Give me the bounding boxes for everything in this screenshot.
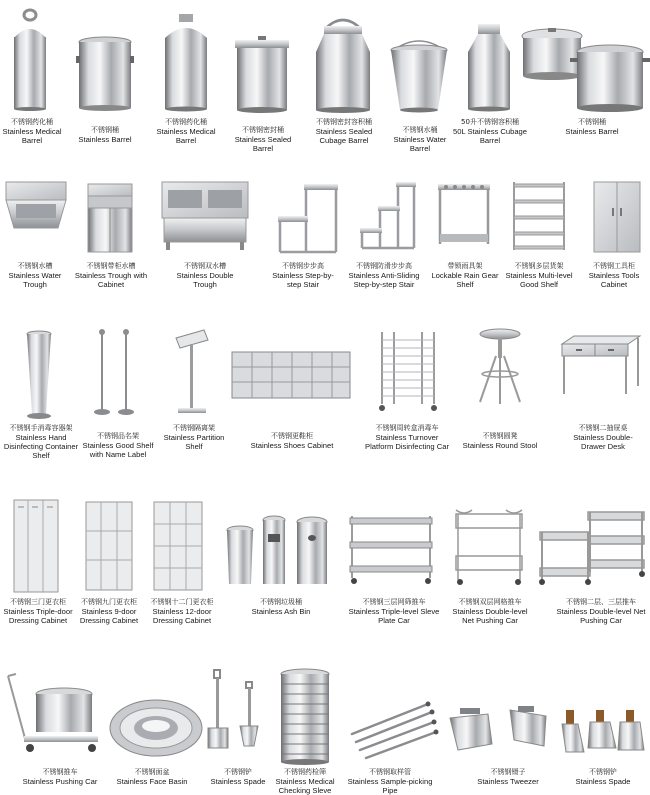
caption-chinese: 不锈钢多层货架 bbox=[514, 262, 564, 270]
product-caption bbox=[20, 768, 100, 786]
caption-chinese: 不锈钢镊子 bbox=[490, 768, 526, 776]
caption-chinese: 不锈钢面盆 bbox=[134, 768, 170, 776]
caption-chinese: 不锈钢九门更衣柜 bbox=[81, 598, 137, 606]
open-barrel-icon bbox=[76, 36, 134, 112]
caption-chinese: 50升不锈钢容积桶 bbox=[461, 118, 519, 126]
caption-chinese: 带锁雨具架 bbox=[447, 262, 483, 270]
caption-english: Stainless Good Shelf with Name Label bbox=[82, 441, 154, 459]
caption-chinese: 不锈钢三门更衣柜 bbox=[10, 598, 66, 606]
three-step-stair-icon bbox=[360, 180, 416, 250]
caption-chinese: 不锈钢桶 bbox=[91, 126, 119, 134]
product-caption bbox=[146, 598, 218, 625]
caption-english: Stainless Double-level Net Pushing Car bbox=[556, 607, 646, 625]
tools-cabinet-icon bbox=[592, 180, 642, 254]
product-caption bbox=[362, 424, 452, 451]
caption-chinese: 不锈钢圆凳 bbox=[482, 432, 518, 440]
rain-gear-shelf-icon bbox=[436, 180, 492, 248]
product-caption bbox=[384, 126, 456, 153]
caption-english: 50L Stainless Cubage Barrel bbox=[452, 127, 528, 145]
product-caption bbox=[446, 598, 534, 625]
caption-english: Stainless Water Trough bbox=[8, 271, 62, 289]
milk-can-icon bbox=[312, 16, 374, 114]
container-stand-icon bbox=[24, 330, 54, 420]
product-caption bbox=[70, 126, 140, 144]
caption-english: Stainless Sealed Cubage Barrel bbox=[315, 127, 373, 145]
scrapers-icon bbox=[560, 708, 646, 756]
caption-chinese: 不锈钢带柜水槽 bbox=[86, 262, 136, 270]
caption-chinese: 不锈钢取样管 bbox=[369, 768, 411, 776]
caption-english: Stainless Trough with Cabinet bbox=[74, 271, 148, 289]
caption-chinese: 不锈钢水桶 bbox=[402, 126, 438, 134]
sieve-stack-icon bbox=[278, 668, 332, 768]
product-caption bbox=[430, 262, 500, 289]
caption-english: Stainless Barrel bbox=[78, 135, 132, 144]
caption-chinese: 不锈钢水槽 bbox=[17, 262, 53, 270]
spades-icon bbox=[206, 668, 266, 754]
caption-english: Stainless Tweezer bbox=[477, 777, 539, 786]
caption-chinese: 不锈钢更鞋柜 bbox=[271, 432, 313, 440]
caption-chinese: 不锈钢药化桶 bbox=[165, 118, 207, 126]
caption-english: Stainless Ash Bin bbox=[251, 607, 311, 616]
caption-chinese: 不锈钢密封容积桶 bbox=[316, 118, 372, 126]
caption-english: Stainless Turnover Platform Disinfecting Car bbox=[365, 433, 449, 451]
product-caption bbox=[306, 118, 382, 145]
milk-can-icon bbox=[464, 22, 514, 112]
caption-english: Stainless Shoes Cabinet bbox=[250, 441, 334, 450]
caption-english: Stainless Barrel bbox=[565, 127, 619, 136]
shoes-cabinet-icon bbox=[230, 350, 352, 400]
caption-english: Stainless Spade bbox=[575, 777, 631, 786]
caption-english: Stainless Double Trough bbox=[176, 271, 234, 289]
caption-chinese: 不锈钢隔离架 bbox=[173, 424, 215, 432]
caption-chinese: 不锈钢密封桶 bbox=[242, 126, 284, 134]
caption-chinese: 不锈钢铲 bbox=[589, 768, 617, 776]
product-caption bbox=[2, 598, 74, 625]
product-caption bbox=[164, 262, 246, 289]
sealed-barrel-icon bbox=[232, 36, 292, 114]
product-caption bbox=[82, 432, 154, 459]
caption-english: Stainless Sealed Barrel bbox=[234, 135, 292, 153]
caption-english: Stainless Face Basin bbox=[116, 777, 188, 786]
product-caption bbox=[566, 768, 640, 786]
caption-english: Stainless 9-door Dressing Cabinet bbox=[79, 607, 139, 625]
caption-chinese: 不锈钢推车 bbox=[42, 768, 78, 776]
sample-pipes-icon bbox=[348, 700, 438, 760]
caption-english: Stainless Round Stool bbox=[462, 441, 538, 450]
ash-bins-icon bbox=[224, 514, 332, 588]
caption-chinese: 不锈钢垃圾桶 bbox=[260, 598, 302, 606]
name-label-stand-icon bbox=[92, 326, 142, 418]
scoops-icon bbox=[448, 706, 552, 756]
product-caption bbox=[504, 262, 574, 289]
caption-english: Stainless Hand Disinfecting Container Shelf bbox=[3, 433, 79, 460]
caption-chinese: 不锈钢药化桶 bbox=[11, 118, 53, 126]
product-caption bbox=[152, 118, 220, 145]
caption-english: Lockable Rain Gear Shelf bbox=[431, 271, 499, 289]
caption-chinese: 不锈钢二抽屉桌 bbox=[578, 424, 628, 432]
caption-english: Stainless Multi-level Good Shelf bbox=[505, 271, 573, 289]
product-caption bbox=[228, 126, 298, 153]
product-caption bbox=[268, 262, 338, 289]
caption-chinese: 不锈钢铲 bbox=[224, 768, 252, 776]
product-caption bbox=[160, 424, 228, 451]
product-caption bbox=[266, 768, 344, 795]
locker-3-icon bbox=[12, 498, 60, 594]
caption-english: Stainless Double-Drawer Desk bbox=[573, 433, 633, 451]
net-cart-icon bbox=[452, 508, 526, 588]
caption-chinese: 不锈钢防滑步步高 bbox=[356, 262, 412, 270]
caption-english: Stainless Double-level Net Pushing Car bbox=[452, 607, 528, 625]
caption-chinese: 不锈钢周转盒消毒车 bbox=[375, 424, 439, 432]
step-stair-icon bbox=[276, 182, 340, 254]
stock-pots-icon bbox=[520, 26, 650, 114]
three-level-cart-icon bbox=[346, 512, 436, 586]
product-caption bbox=[74, 598, 144, 625]
caption-chinese: 不锈钢二层、三层推车 bbox=[566, 598, 636, 606]
two-carts-icon bbox=[538, 510, 650, 586]
caption-english: Stainless Water Barrel bbox=[393, 135, 447, 153]
caption-chinese: 不锈钢工具柜 bbox=[593, 262, 635, 270]
tray-rack-trolley-icon bbox=[378, 330, 438, 412]
face-basin-icon bbox=[108, 696, 204, 760]
product-caption bbox=[556, 118, 628, 136]
product-caption bbox=[554, 598, 648, 625]
double-trough-icon bbox=[160, 180, 250, 252]
product-caption bbox=[2, 118, 62, 145]
caption-english: Stainless 12-door Dressing Cabinet bbox=[152, 607, 212, 625]
locker-9-icon bbox=[84, 500, 134, 592]
caption-english: Stainless Triple-level Sleve Plate Car bbox=[348, 607, 440, 625]
medical-barrel-icon bbox=[8, 8, 52, 112]
multi-level-shelf-icon bbox=[512, 180, 566, 252]
product-caption bbox=[464, 768, 552, 786]
caption-english: Stainless Medical Barrel bbox=[156, 127, 216, 145]
drawer-desk-icon bbox=[560, 334, 642, 396]
product-caption bbox=[244, 432, 340, 450]
product-caption bbox=[584, 262, 644, 289]
caption-chinese: 不锈钢十二门更衣柜 bbox=[150, 598, 214, 606]
caption-chinese: 不锈钢品名架 bbox=[97, 432, 139, 440]
caption-chinese: 不锈钢双层网格推车 bbox=[458, 598, 522, 606]
product-caption bbox=[112, 768, 192, 786]
product-caption bbox=[2, 424, 80, 460]
caption-chinese: 不锈钢步步高 bbox=[282, 262, 324, 270]
caption-english: Stainless Spade bbox=[210, 777, 266, 786]
caption-chinese: 不锈钢桶 bbox=[578, 118, 606, 126]
partition-stand-icon bbox=[174, 328, 210, 416]
pushing-car-icon bbox=[4, 672, 100, 756]
product-caption bbox=[74, 262, 148, 289]
locker-12-icon bbox=[152, 500, 204, 592]
caption-english: Stainless Partition Shelf bbox=[163, 433, 225, 451]
product-caption bbox=[462, 432, 538, 450]
product-caption bbox=[566, 424, 640, 451]
caption-english: Stainless Medical Barrel bbox=[2, 127, 62, 145]
water-bucket-icon bbox=[388, 38, 450, 114]
trough-cabinet-icon bbox=[86, 182, 134, 254]
product-caption bbox=[346, 262, 422, 289]
caption-chinese: 不锈钢手消毒容器架 bbox=[9, 424, 73, 432]
caption-english: Stainless Step-by-step Stair bbox=[272, 271, 334, 289]
product-caption bbox=[346, 768, 434, 795]
water-trough-icon bbox=[4, 180, 68, 232]
caption-english: Stainless Triple-door Dressing Cabinet bbox=[3, 607, 73, 625]
caption-english: Stainless Pushing Car bbox=[22, 777, 98, 786]
round-stool-icon bbox=[474, 328, 526, 408]
medical-barrel-icon bbox=[161, 12, 211, 112]
product-caption bbox=[346, 598, 442, 625]
caption-english: Stainless Anti-Sliding Step-by-step Stair bbox=[348, 271, 420, 289]
caption-english: Stainless Medical Checking Sleve bbox=[275, 777, 335, 795]
caption-english: Stainless Sample-picking Pipe bbox=[347, 777, 433, 795]
product-caption bbox=[244, 598, 318, 616]
product-caption bbox=[204, 768, 272, 786]
product-caption bbox=[2, 262, 68, 289]
product-caption bbox=[452, 118, 528, 145]
caption-chinese: 不锈钢双水槽 bbox=[184, 262, 226, 270]
caption-chinese: 不锈钢三层网筛推车 bbox=[362, 598, 426, 606]
caption-chinese: 不锈钢药检筛 bbox=[284, 768, 326, 776]
caption-english: Stainless Tools Cabinet bbox=[588, 271, 640, 289]
